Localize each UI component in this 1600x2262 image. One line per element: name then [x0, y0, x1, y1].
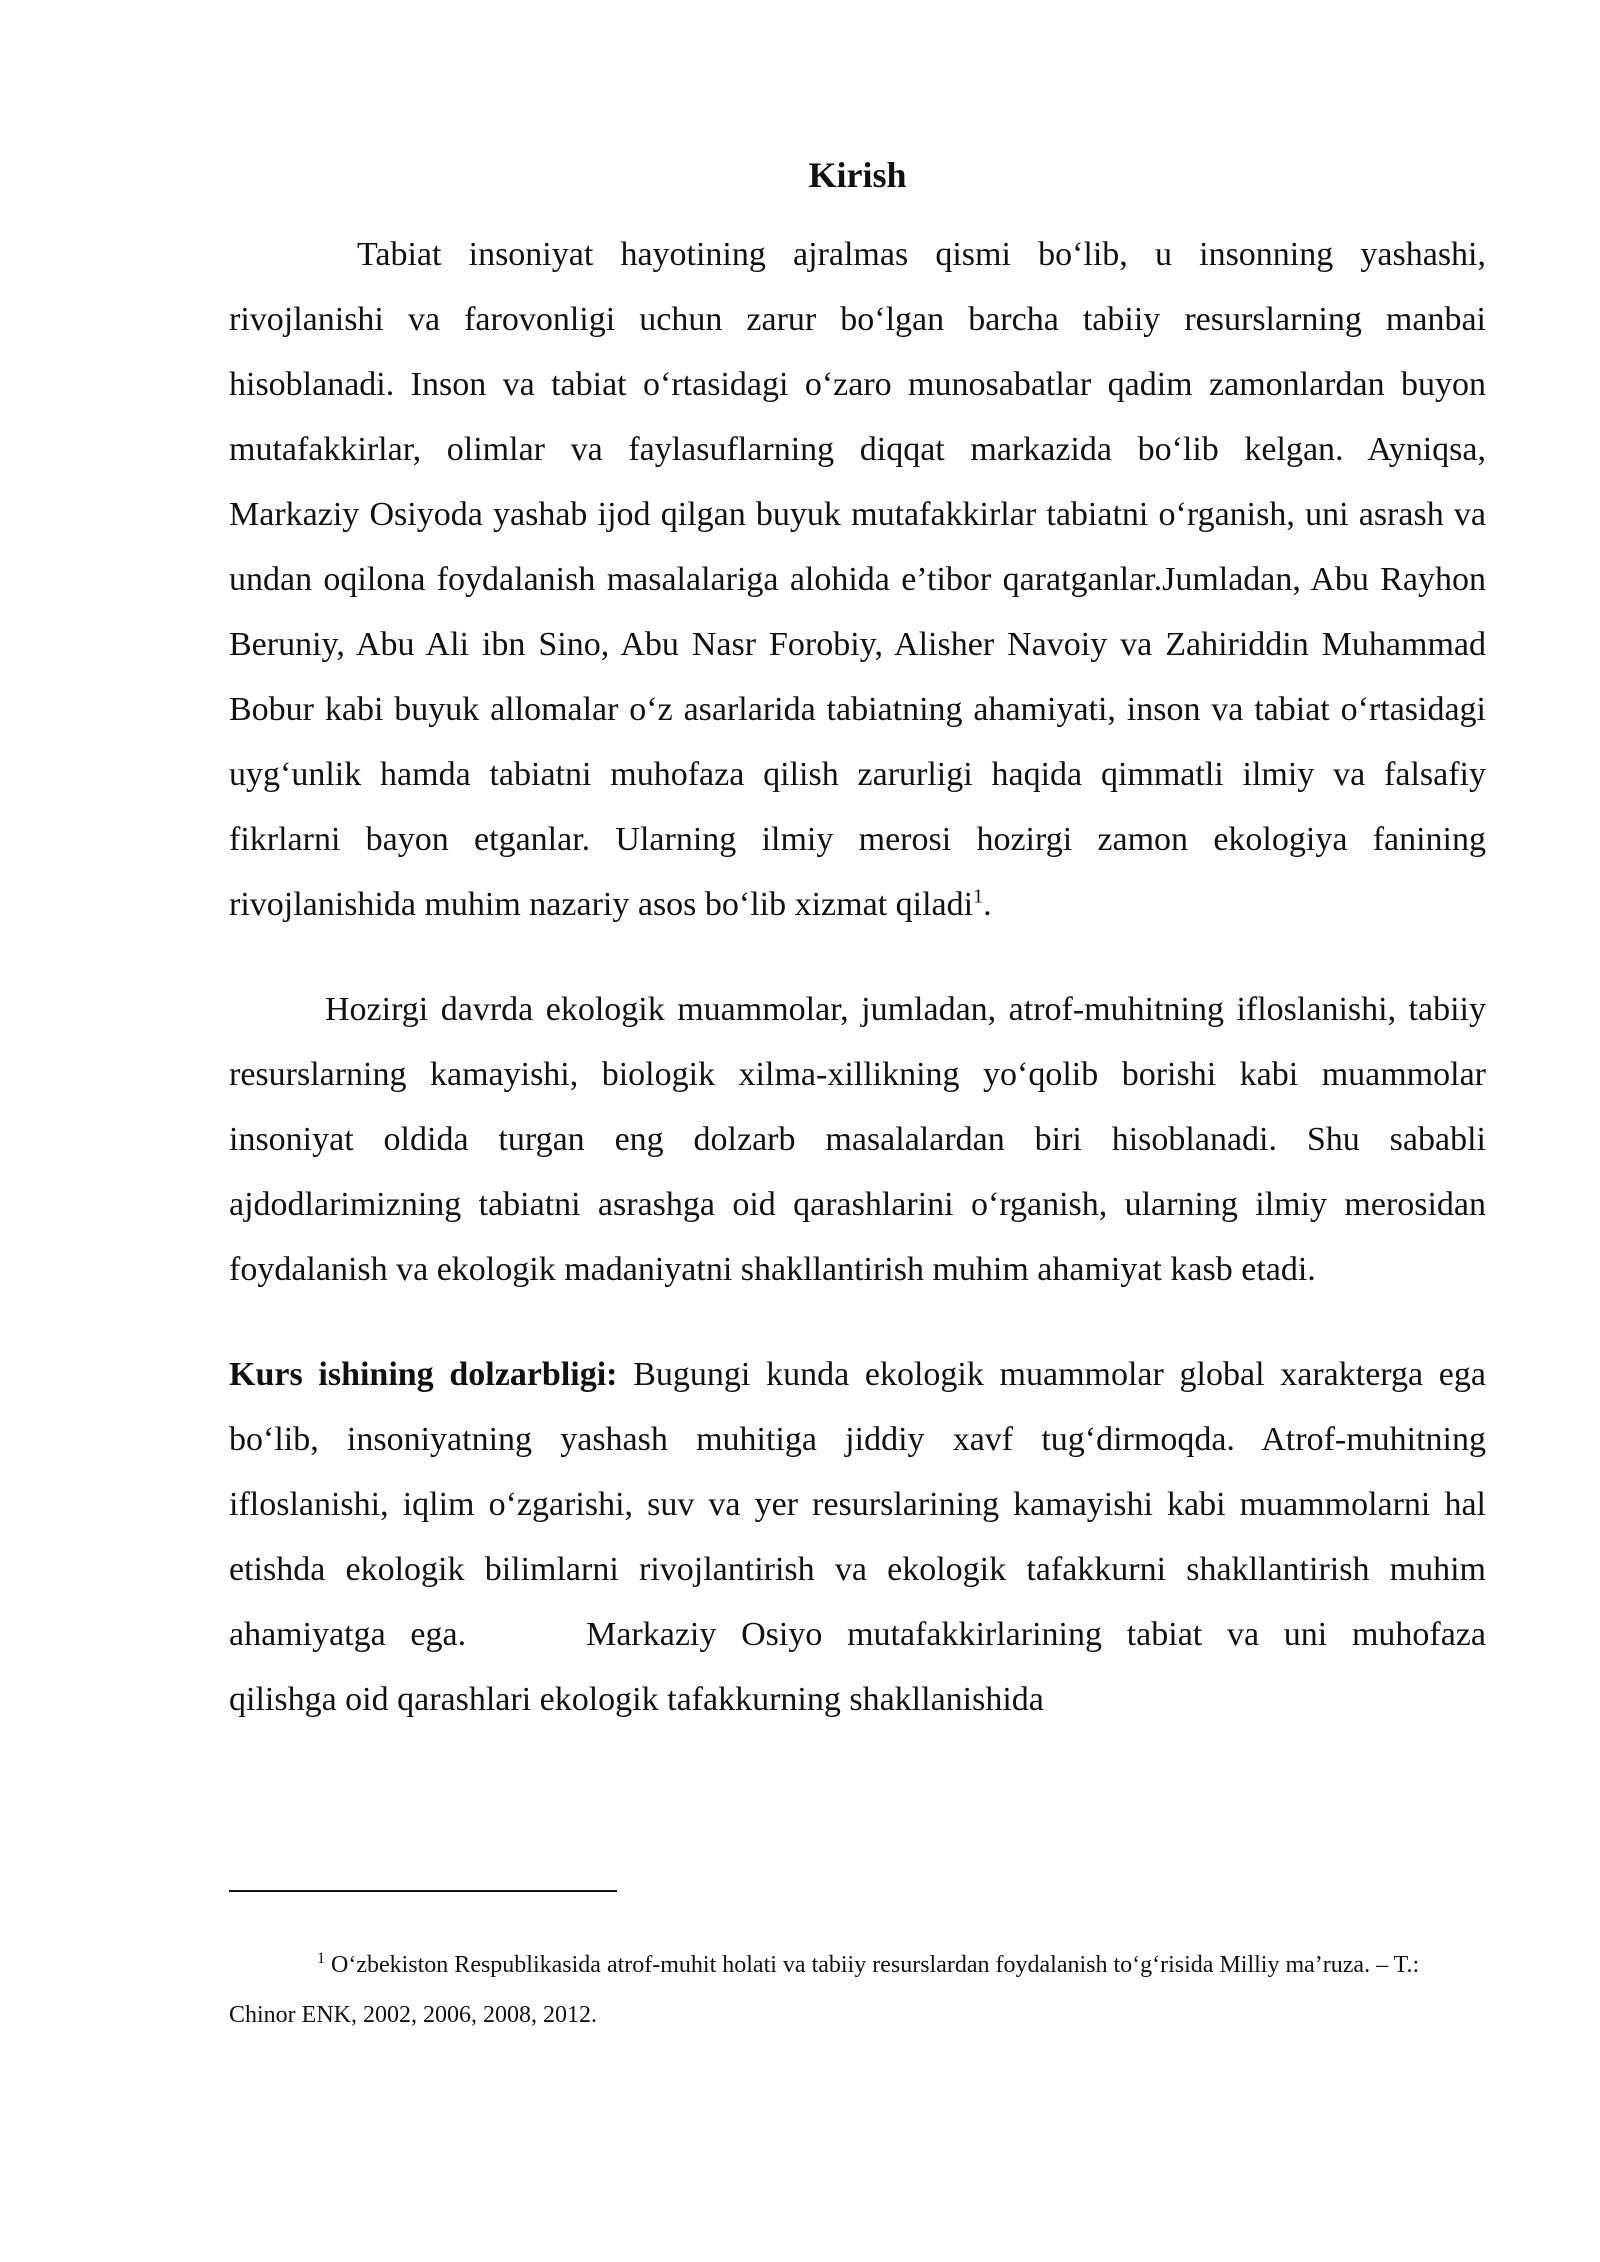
paragraph-ecological-problems — [229, 977, 1486, 1302]
relevance-heading: Kurs ishining dolzarbligi: — [229, 1356, 618, 1393]
paragraph-introduction — [229, 222, 1486, 937]
footnote-number: 1 — [317, 1950, 325, 1967]
paragraph-ecological-problems-text: Hozirgi davrda ekologik muammolar, jumladan, atrof-muhitning ifloslanishi, tabiiy resurslarning kamayishi, biologik xilma-xillikning yo‘qolib borishi kabi muammolar insoniyat oldida turgan eng dolzarb masalalardan biri hisoblanadi. Shu sababli ajdodlarimizning tabiatni asrashga oid qarashlarini o‘rganish, ularning ilmiy merosidan foydalanish va ekologik madaniyatni shakllantirish muhim ahamiyat kasb etadi. — [229, 991, 1486, 1288]
relevance-text-b: Markaziy Osiyo mutafakkirlarining tabiat va uni muhofaza qilishga oid qarashlari ekologik tafakkurning shakllanishida — [229, 1616, 1486, 1718]
paragraph-relevance — [229, 1342, 1486, 1732]
footnote-reference[interactable]: 1 — [973, 885, 984, 908]
page-title: Kirish — [808, 155, 907, 195]
relevance-text-a: Bugungi kunda ekologik muammolar global xarakterga ega bo‘lib, insoniyatning yashash muhitiga jiddiy xavf tug‘dirmoqda. Atrof-muhitning ifloslanishi, iqlim o‘zgarishi, suv va yer resurslarining kamayishi kabi muammolarni hal etishda ekologik bilimlarni rivojlantirish va ekologik tafakkurni shakllantirish muhim ahamiyatga ega. — [229, 1356, 1486, 1653]
paragraph-introduction-text: Tabiat insoniyat hayotining ajralmas qismi bo‘lib, u insonning yashashi, rivojlanishi va farovonligi uchun zarur bo‘lgan barcha tabiiy resurslarning manbai hisoblanadi. Inson va tabiat o‘rtasidagi o‘zaro munosabatlar qadim zamonlardan buyon mutafakkirlar, olimlar va faylasuflarning diqqat markazida bo‘lib kelgan. Ayniqsa, Markaziy Osiyoda yashab ijod qilgan buyuk mutafakkirlar tabiatni o‘rganish, uni asrash va undan oqilona foydalanish masalalariga alohida e’tibor qaratganlar.Jumladan, Abu Rayhon Beruniy, Abu Ali ibn Sino, Abu Nasr Forobiy, Alisher Navoiy va Zahiriddin Muhammad Bobur kabi buyuk allomalar o‘z asarlarida tabiatning ahamiyati, inson va tabiat o‘rtasidagi uyg‘unlik hamda tabiatni muhofaza qilish zarurligi haqida qimmatli ilmiy va falsafiy fikrlarni bayon etganlar. Ularning ilmiy merosi hozirgi zamon ekologiya fanining rivojlanishida muhim nazariy asos bo‘lib xizmat qiladi — [229, 236, 1486, 923]
footnote — [229, 1940, 1486, 2040]
footnote-separator — [229, 1890, 617, 1892]
main-text-area — [229, 150, 1486, 1732]
footnote-text: O‘zbekiston Respublikasida atrof-muhit holati va tabiiy resurslardan foydalanish to‘g‘risida Milliy ma’ruza. – T.: Chinor ENK, 2002, 2006, 2008, 2012. — [229, 1952, 1420, 2028]
paragraph-introduction-end: . — [983, 886, 992, 923]
